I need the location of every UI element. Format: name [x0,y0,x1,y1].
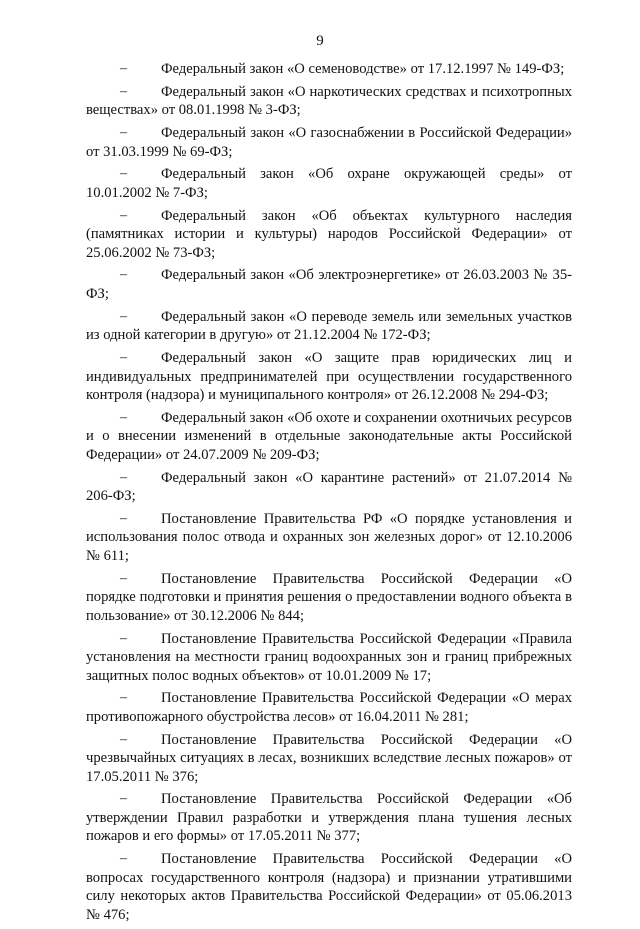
list-item [86,124,572,161]
legal-acts-list [86,60,572,929]
list-bullet: – [120,731,127,747]
list-item [86,165,572,202]
list-item-text: Федеральный закон «О наркотических средствах и психотропных веществах» от 08.01.1998 № 3-ФЗ; [86,83,572,119]
list-bullet: – [120,61,127,76]
list-item [86,349,572,405]
list-item [86,207,572,263]
list-item [86,630,572,686]
list-item [86,850,572,924]
list-item [86,570,572,626]
list-item-text: Федеральный закон «О защите прав юридических лиц и индивидуальных предпринимателей при осуществлении государственного контроля (надзора) и муниципального контроля» от 26.12.2008 № 294-ФЗ; [86,350,572,404]
list-bullet: – [120,630,127,646]
list-item [86,409,572,465]
list-item-text: Постановление Правительства Российской Федерации «О порядке подготовки и принятия решения о предоставлении водного объекта в пользование» от 30.12.2006 № 844; [86,570,572,624]
list-item [86,469,572,506]
list-item-text: Постановление Правительства Российской Федерации «О чрезвычайных ситуациях в лесах, возникших вследствие лесных пожаров» от 17.05.2011 № 376; [86,731,572,785]
list-bullet: – [120,207,127,223]
list-bullet: – [120,308,127,324]
list-item-text: Федеральный закон «О семеноводстве» от 17.12.1997 № 149-ФЗ; [161,61,565,77]
list-bullet: – [120,350,127,366]
list-item-text: Постановление Правительства Российской Федерации «О мерах противопожарного обустройства лесов» от 16.04.2011 № 281; [86,690,572,725]
list-item [86,83,572,120]
list-item-text: Федеральный закон «О переводе земель или земельных участков из одной категории в другую» от 21.12.2004 № 172-ФЗ; [86,308,572,344]
list-bullet: – [120,469,127,485]
list-item-text: Федеральный закон «О карантине растений» от 21.07.2014 № 206-ФЗ; [86,469,572,505]
list-bullet: – [120,267,127,283]
list-item-text: Федеральный закон «О газоснабжении в Российской Федерации» от 31.03.1999 № 69-ФЗ; [86,125,572,160]
list-bullet: – [120,510,127,526]
list-item [86,60,572,79]
list-item [86,266,572,303]
list-item-text: Постановление Правительства Российской Федерации «О вопросах государственного контроля (надзора) и признании утратившими силу некоторых актов Правительства Российской Федерации» от 05.06.2013 № 476; [86,851,572,923]
list-item [86,790,572,846]
list-item [86,308,572,345]
list-bullet: – [120,570,127,586]
list-item-text: Постановление Правительства Российской Федерации «Об утверждении Правил разработки и утверждения плана тушения лесных пожаров и его формы» от 17.05.2011 № 377; [86,791,572,845]
list-item [86,689,572,726]
list-bullet: – [120,125,127,141]
list-item-text: Постановление Правительства Российской Федерации «Правила установления на местности границ водоохранных зон и границ прибрежных защитных полос водных объектов» от 10.01.2009 № 17; [86,630,572,684]
list-bullet: – [120,690,127,706]
list-item [86,731,572,787]
list-item-text: Федеральный закон «Об охране окружающей среды» от 10.01.2002 № 7-ФЗ; [86,166,572,201]
list-bullet: – [120,851,127,867]
list-bullet: – [120,83,127,99]
list-item-text: Постановление Правительства РФ «О порядке установления и использования полос отвода и охранных зон железных дорог» от 12.10.2006 № 611; [86,510,572,564]
list-item-text: Федеральный закон «Об электроэнергетике» от 26.03.2003 № 35-ФЗ; [86,267,572,302]
list-item-text: Федеральный закон «Об объектах культурного наследия (памятниках истории и культуры) народов Российской Федерации» от 25.06.2002 № 73-ФЗ; [86,207,572,261]
list-bullet: – [120,166,127,182]
list-item [86,510,572,566]
list-item-text: Федеральный закон «Об охоте и сохранении охотничьих ресурсов и о внесении изменений в отдельные законодательные акты Российской Федерации» от 24.07.2009 № 209-ФЗ; [86,409,572,463]
list-bullet: – [120,409,127,425]
list-bullet: – [120,791,127,807]
page-number: 9 [316,33,324,49]
